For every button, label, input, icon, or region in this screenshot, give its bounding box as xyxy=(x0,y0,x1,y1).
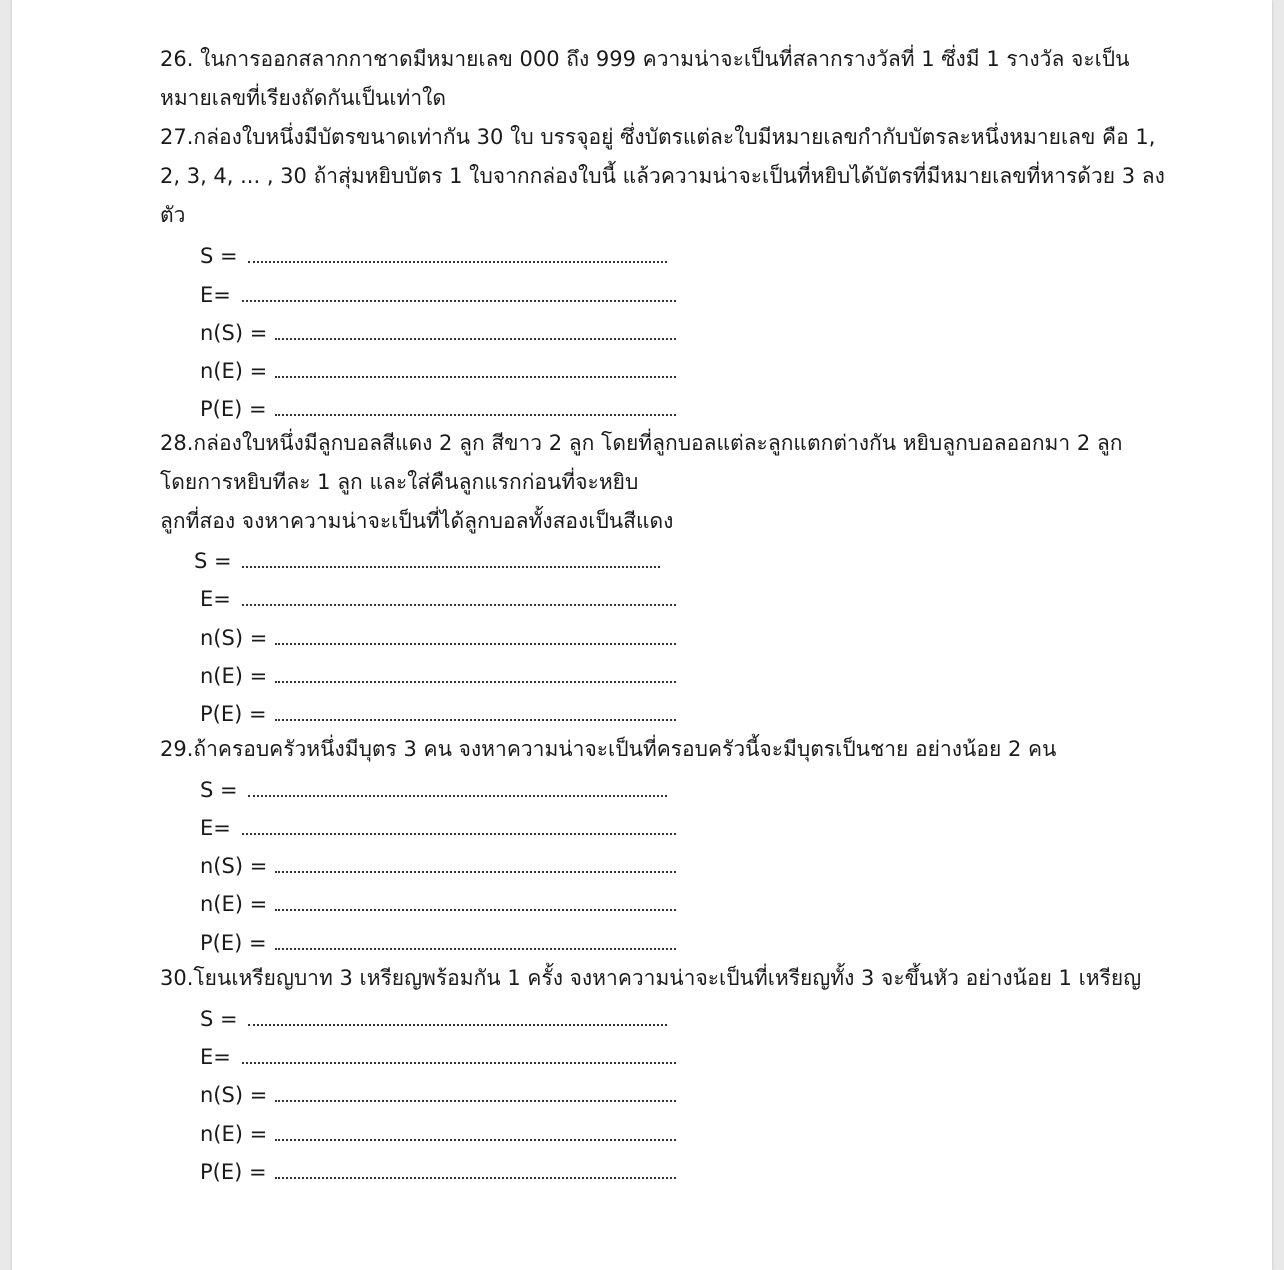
question-28-line-1: 28.กล่องใบหนึ่งมีลูกบอลสีแดง 2 ลูก สีขาว 2 ลูก โดยที่ลูกบอลแต่ละลูกแตกต่างกัน หยิบลูกบอลออกมา 2 ลูก xyxy=(160,431,1123,455)
answer-blank[interactable] xyxy=(275,1177,676,1179)
answer-blank[interactable] xyxy=(242,300,676,302)
field-label: n(E) = xyxy=(200,664,268,688)
q27-field-pe xyxy=(200,397,267,421)
q30-field-e xyxy=(200,1045,231,1069)
field-label: P(E) = xyxy=(200,931,267,955)
q29-field-e xyxy=(200,816,231,840)
q27-field-s xyxy=(200,244,238,268)
answer-blank[interactable] xyxy=(275,376,676,378)
q27-field-ns xyxy=(200,321,267,345)
answer-blank[interactable] xyxy=(242,833,676,835)
q30-field-s xyxy=(200,1007,238,1031)
field-label: n(E) = xyxy=(200,892,268,916)
question-27-line-2: 2, 3, 4, ... , 30 ถ้าสุ่มหยิบบัตร 1 ใบจากกล่องใบนี้ แล้วความน่าจะเป็นที่หยิบได้บัตรที่มีหมายเลขที่หารด้วย 3 ลง xyxy=(160,164,1165,188)
question-28-line-2: โดยการหยิบทีละ 1 ลูก และใส่คืนลูกแรกก่อนที่จะหยิบ xyxy=(160,470,639,494)
question-26 xyxy=(160,40,1170,118)
answer-blank[interactable] xyxy=(275,719,676,721)
field-label: E= xyxy=(200,587,231,611)
field-label: P(E) = xyxy=(200,1160,267,1184)
question-30 xyxy=(160,959,1170,998)
q28-field-ns xyxy=(200,626,267,650)
question-27-line-3: ตัว xyxy=(160,203,186,227)
field-label: n(S) = xyxy=(200,321,268,345)
answer-blank[interactable] xyxy=(248,1024,667,1026)
q28-field-ne xyxy=(200,664,267,688)
answer-blank[interactable] xyxy=(275,1139,676,1141)
answer-blank[interactable] xyxy=(275,909,676,911)
q27-field-ne xyxy=(200,359,267,383)
q30-field-pe xyxy=(200,1160,267,1184)
q29-field-s xyxy=(200,778,238,802)
field-label: E= xyxy=(200,1045,231,1069)
field-label: S = xyxy=(200,778,238,802)
question-27-line-1: 27.กล่องใบหนึ่งมีบัตรขนาดเท่ากัน 30 ใบ บรรจุอยู่ ซึ่งบัตรแต่ละใบมีหมายเลขกำกับบัตรละหนึ่งหมายเลข คือ 1, xyxy=(160,125,1156,149)
answer-blank[interactable] xyxy=(248,795,667,797)
field-label: n(S) = xyxy=(200,626,268,650)
field-label: P(E) = xyxy=(200,397,267,421)
field-label: S = xyxy=(200,244,238,268)
q29-field-ne xyxy=(200,892,267,916)
question-28 xyxy=(160,424,1170,541)
field-label: n(E) = xyxy=(200,1122,268,1146)
field-label: n(E) = xyxy=(200,359,268,383)
field-label: E= xyxy=(200,816,231,840)
field-label: S = xyxy=(200,1007,238,1031)
answer-blank[interactable] xyxy=(242,566,660,568)
field-label: S = xyxy=(194,549,232,573)
question-26-line-1: 26. ในการออกสลากกาชาดมีหมายเลข 000 ถึง 999 ความน่าจะเป็นที่สลากรางวัลที่ 1 ซึ่งมี 1 รางวัล จะเป็น xyxy=(160,47,1130,71)
answer-blank[interactable] xyxy=(275,414,676,416)
q28-field-s xyxy=(194,549,232,573)
q28-field-e xyxy=(200,587,231,611)
q28-field-pe xyxy=(200,702,267,726)
answer-blank[interactable] xyxy=(275,338,676,340)
question-26-line-2: หมายเลขที่เรียงถัดกันเป็นเท่าใด xyxy=(160,86,447,110)
answer-blank[interactable] xyxy=(248,261,667,263)
answer-blank[interactable] xyxy=(275,1100,676,1102)
q30-field-ns xyxy=(200,1083,267,1107)
question-27 xyxy=(160,118,1170,235)
answer-blank[interactable] xyxy=(275,871,676,873)
question-29-line-1: 29.ถ้าครอบครัวหนึ่งมีบุตร 3 คน จงหาความน่าจะเป็นที่ครอบครัวนี้จะมีบุตรเป็นชาย อย่างน้อย 2 คน xyxy=(160,737,1057,761)
q29-field-ns xyxy=(200,854,267,878)
question-29 xyxy=(160,730,1170,769)
answer-blank[interactable] xyxy=(275,948,676,950)
question-28-line-3: ลูกที่สอง จงหาความน่าจะเป็นที่ได้ลูกบอลทั้งสองเป็นสีแดง xyxy=(160,509,674,533)
worksheet-page xyxy=(12,0,1272,1270)
answer-blank[interactable] xyxy=(242,604,676,606)
answer-blank[interactable] xyxy=(275,681,676,683)
field-label: P(E) = xyxy=(200,702,267,726)
q30-field-ne xyxy=(200,1122,267,1146)
question-30-line-1: 30.โยนเหรียญบาท 3 เหรียญพร้อมกัน 1 ครั้ง จงหาความน่าจะเป็นที่เหรียญทั้ง 3 จะขึ้นหัว อย่างน้อย 1 เหรียญ xyxy=(160,966,1142,990)
field-label: n(S) = xyxy=(200,854,268,878)
answer-blank[interactable] xyxy=(275,643,676,645)
q29-field-pe xyxy=(200,931,267,955)
answer-blank[interactable] xyxy=(242,1062,676,1064)
q27-field-e xyxy=(200,283,231,307)
field-label: n(S) = xyxy=(200,1083,268,1107)
field-label: E= xyxy=(200,283,231,307)
